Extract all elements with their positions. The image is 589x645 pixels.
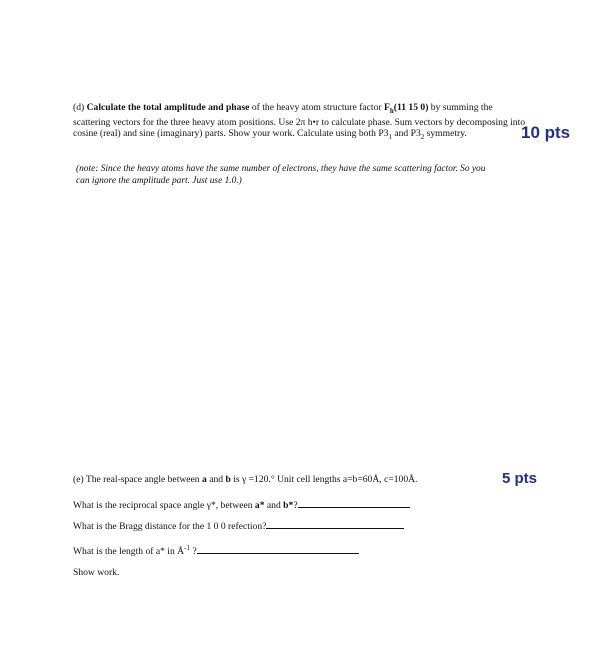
note-text: (note: Since the heavy atoms have the same number of electrons, they have the same scattering factor. So you can ignore the amplitude part. Just use 1.0.) bbox=[76, 164, 486, 186]
question-a-star-length bbox=[73, 542, 359, 558]
vector-b: b bbox=[225, 474, 231, 485]
structure-factor-subscript: h bbox=[389, 106, 394, 115]
part-e-points: 5 pts bbox=[502, 470, 538, 487]
q1-text-2: and bbox=[264, 500, 284, 511]
part-d-bold-lead: Calculate the total amplitude and phase bbox=[86, 102, 250, 113]
structure-factor-symbol: F bbox=[383, 102, 390, 113]
part-d-question bbox=[73, 102, 528, 143]
part-d-label: (d) bbox=[73, 102, 85, 113]
part-d-text-2: by summing the scattering vectors for the three heavy atom positions. Use 2π h•r to calculate phase. Sum vectors by decomposing into cosine (real) and sine (imaginary) parts. Show your work. Calculate using both P3 bbox=[73, 102, 526, 139]
part-e-intro-3: is γ =120.° Unit cell lengths a=b=60Å, c=100Å. bbox=[230, 474, 418, 485]
q1-b-star: b* bbox=[283, 500, 294, 511]
q3-text-1: What is the length of a* in Å bbox=[73, 546, 185, 558]
show-work-text: Show work. bbox=[73, 567, 120, 578]
part-e-intro-2: and bbox=[206, 474, 226, 485]
structure-factor-indices: (11 15 0) bbox=[393, 102, 429, 113]
p31-subscript: 1 bbox=[388, 132, 392, 141]
p32-subscript: 2 bbox=[420, 132, 425, 141]
vector-a: a bbox=[202, 474, 207, 485]
part-d-text-4: symmetry. bbox=[424, 127, 467, 139]
q3-text-2: ? bbox=[189, 546, 197, 558]
answer-blank-3[interactable] bbox=[197, 544, 359, 554]
q1-text-3: ? bbox=[293, 500, 298, 511]
answer-blank-1[interactable] bbox=[298, 498, 410, 508]
q1-a-star: a* bbox=[254, 500, 265, 511]
answer-blank-2[interactable] bbox=[266, 519, 404, 529]
part-e-intro-1: (e) The real-space angle between bbox=[73, 474, 202, 485]
part-d-text-3: and P3 bbox=[391, 127, 421, 139]
part-e-intro bbox=[73, 474, 493, 485]
q1-text-1: What is the reciprocal space angle γ*, between bbox=[73, 500, 255, 511]
q3-superscript: -1 bbox=[184, 544, 190, 552]
q2-text: What is the Bragg distance for the 1 0 0 refection? bbox=[73, 521, 267, 532]
part-d-points: 10 pts bbox=[521, 123, 571, 142]
part-d-text-1: of the heavy atom structure factor bbox=[249, 102, 384, 113]
question-bragg-distance bbox=[73, 519, 404, 533]
question-reciprocal-angle bbox=[73, 498, 410, 512]
